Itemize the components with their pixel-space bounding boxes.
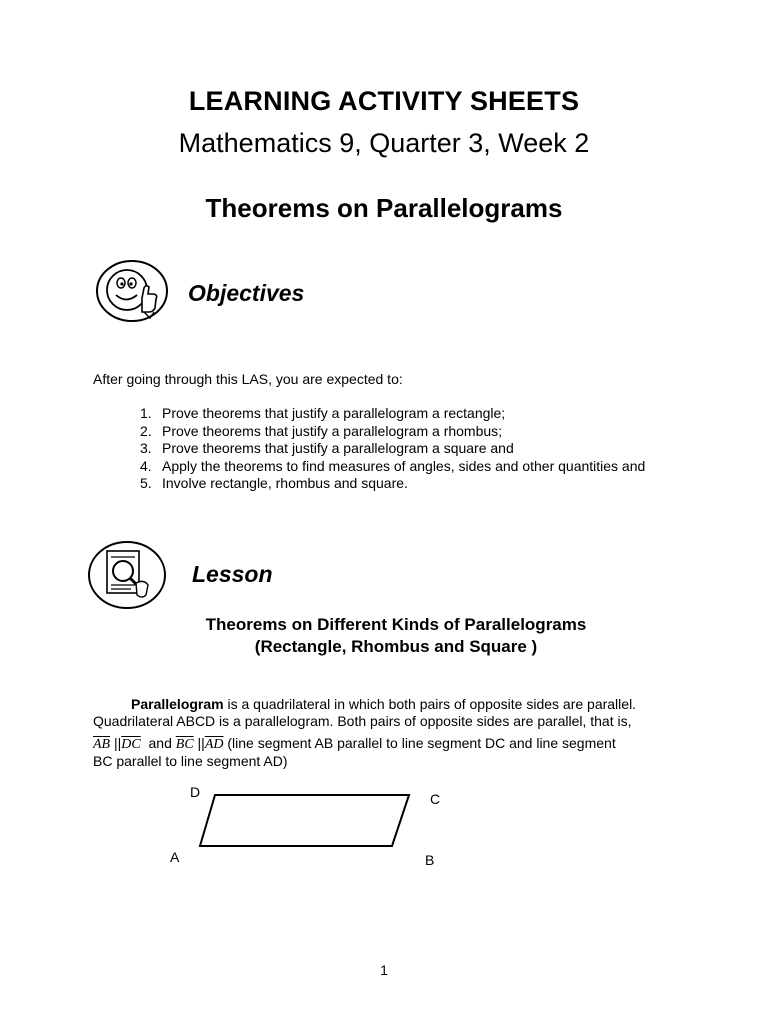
list-item	[133, 405, 645, 423]
paragraph-text: (line segment AB parallel to line segment DC and line segment	[227, 735, 616, 751]
list-number: 2.	[140, 422, 152, 439]
objectives-intro: After going through this LAS, you are expected to:	[93, 371, 403, 387]
list-item	[133, 423, 645, 441]
paragraph-line4: BC parallel to line segment AD)	[93, 753, 288, 769]
document-subtitle: Mathematics 9, Quarter 3, Week 2	[178, 128, 590, 158]
and-word: and	[148, 735, 172, 751]
list-text: Involve rectangle, rhombus and square.	[162, 475, 408, 491]
list-number: 5.	[140, 475, 152, 491]
list-text: Apply the theorems to find measures of angles, sides and other quantities and	[162, 457, 646, 474]
segment-bc: $\overline{BC}$	[175, 737, 194, 752]
lesson-subheading-line1: Theorems on Different Kinds of Parallelograms	[205, 615, 587, 634]
vertex-label-b: B	[425, 852, 435, 868]
list-number: 1.	[140, 405, 152, 421]
objectives-list	[133, 405, 645, 493]
list-item	[133, 458, 645, 476]
parallelogram-shape	[200, 795, 409, 846]
paragraph-text: is a quadrilateral in which both pairs of opposite sides are parallel.	[223, 696, 637, 712]
vertex-label-a: A	[170, 849, 180, 865]
parallel-symbol: ||	[114, 735, 122, 751]
list-item	[133, 440, 645, 458]
list-item	[133, 475, 645, 493]
paragraph-line1	[131, 696, 636, 714]
vertex-label-d: D	[190, 784, 201, 800]
term-parallelogram: Parallelogram	[131, 696, 224, 712]
vertex-label-c: C	[430, 791, 441, 807]
lesson-subheading-line2: (Rectangle, Rhombus and Square )	[254, 637, 538, 656]
page-number: 1	[380, 962, 388, 978]
list-number: 3.	[140, 440, 152, 456]
list-text: Prove theorems that justify a parallelogram a rectangle;	[162, 405, 506, 421]
parallelogram-figure	[190, 790, 420, 850]
paragraph-line2: Quadrilateral ABCD is a parallelogram. Both pairs of opposite sides are parallel, that is,	[93, 713, 632, 729]
objectives-heading: Objectives	[188, 280, 305, 306]
paragraph-line3	[93, 735, 616, 754]
list-text: Prove theorems that justify a parallelogram a square and	[162, 440, 514, 456]
parallel-symbol: ||	[197, 735, 205, 751]
list-number: 4.	[140, 457, 152, 474]
topic-title: Theorems on Parallelograms	[205, 193, 563, 223]
segment-ad: $\overline{AD}$	[204, 737, 224, 752]
magnifier-document-icon	[86, 539, 168, 611]
list-text: Prove theorems that justify a parallelogram a rhombus;	[162, 422, 503, 439]
smiley-thumbs-up-icon	[94, 258, 170, 324]
lesson-heading: Lesson	[192, 561, 273, 587]
segment-dc: $\overline{DC}$	[121, 737, 141, 752]
segment-ab: $\overline{AB}$	[93, 737, 111, 752]
document-title: LEARNING ACTIVITY SHEETS	[188, 86, 580, 116]
